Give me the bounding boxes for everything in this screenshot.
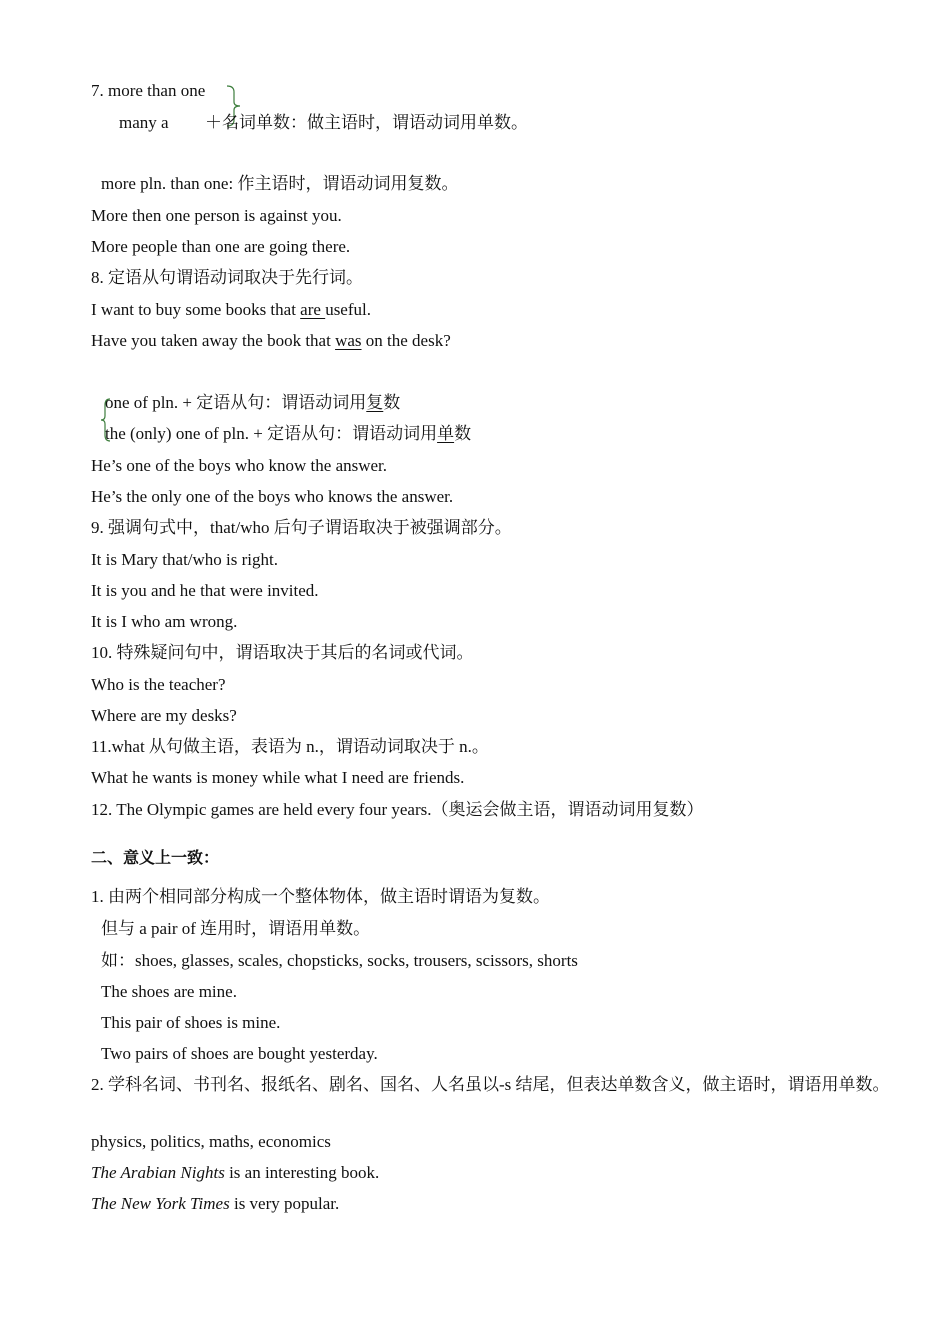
rule-7-line-b-right: ＋名词单数：做主语时，谓语动词用单数。 (205, 113, 528, 132)
rule-10-example-1: Who is the teacher? (91, 675, 226, 694)
rule-8-example-1: I want to buy some books that are useful. (91, 300, 371, 319)
section-rule-2-sentence-1: The Arabian Nights is an interesting book. (91, 1163, 380, 1182)
rule-9-example-3: It is I who am wrong. (91, 612, 238, 631)
rule-7-example-1: More then one person is against you. (91, 206, 342, 225)
rule-11-heading: 11.what 从句做主语，表语为 n.，谓语动词取决于 n.。 (91, 737, 489, 756)
rule-8-line-c: one of pln. + 定语从句：谓语动词用复数 (105, 393, 401, 412)
rule-7-line-c: more pln. than one: 作主语时，谓语动词用复数。 (101, 174, 459, 193)
section-heading: 二、意义上一致： (91, 848, 220, 867)
rule-7-example-2: More people than one are going there. (91, 237, 351, 256)
rule-12-line: 12. The Olympic games are held every four years.（奥运会做主语，谓语动词用复数） (91, 800, 704, 819)
section-rule-2-examples: physics, politics, maths, economics (91, 1132, 331, 1151)
section-rule-1-examples: 如：shoes, glasses, scales, chopsticks, socks, trousers, scissors, shorts (101, 951, 578, 970)
rule-10-heading: 10. 特殊疑问句中，谓语取决于其后的名词或代词。 (91, 643, 474, 662)
rule-9-example-1: It is Mary that/who is right. (91, 550, 278, 569)
rule-9-example-2: It is you and he that were invited. (91, 581, 319, 600)
rule-8-example-2: Have you taken away the book that was on the desk? (91, 331, 451, 350)
section-rule-1-heading: 1. 由两个相同部分构成一个整体物体，做主语时谓语为复数。 (91, 887, 550, 906)
rule-8-example-3: He’s one of the boys who know the answer. (91, 456, 388, 475)
rule-7-line-b-left: many a (119, 113, 169, 132)
rule-8-heading: 8. 定语从句谓语动词取决于先行词。 (91, 268, 363, 287)
section-rule-1-sentence-3: Two pairs of shoes are bought yesterday. (101, 1044, 378, 1063)
section-rule-2-sentence-2: The New York Times is very popular. (91, 1194, 340, 1213)
rule-9-heading: 9. 强调句式中，that/who 后句子谓语取决于被强调部分。 (91, 518, 512, 537)
section-rule-1-sentence-1: The shoes are mine. (101, 982, 237, 1001)
section-rule-1-sentence-2: This pair of shoes is mine. (101, 1013, 281, 1032)
rule-7-line-a: 7. more than one (91, 81, 206, 100)
section-rule-2-heading: 2. 学科名词、书刊名、报纸名、剧名、国名、人名虽以-s 结尾，但表达单数含义，做主语时，谓语用单数。 (91, 1075, 890, 1094)
rule-11-example: What he wants is money while what I need are friends. (91, 768, 465, 787)
section-rule-1-note: 但与 a pair of 连用时，谓语用单数。 (101, 919, 371, 938)
rule-8-example-4: He’s the only one of the boys who knows the answer. (91, 487, 454, 506)
rule-8-line-d: the (only) one of pln. + 定语从句：谓语动词用单数 (105, 424, 472, 443)
rule-10-example-2: Where are my desks? (91, 706, 237, 725)
